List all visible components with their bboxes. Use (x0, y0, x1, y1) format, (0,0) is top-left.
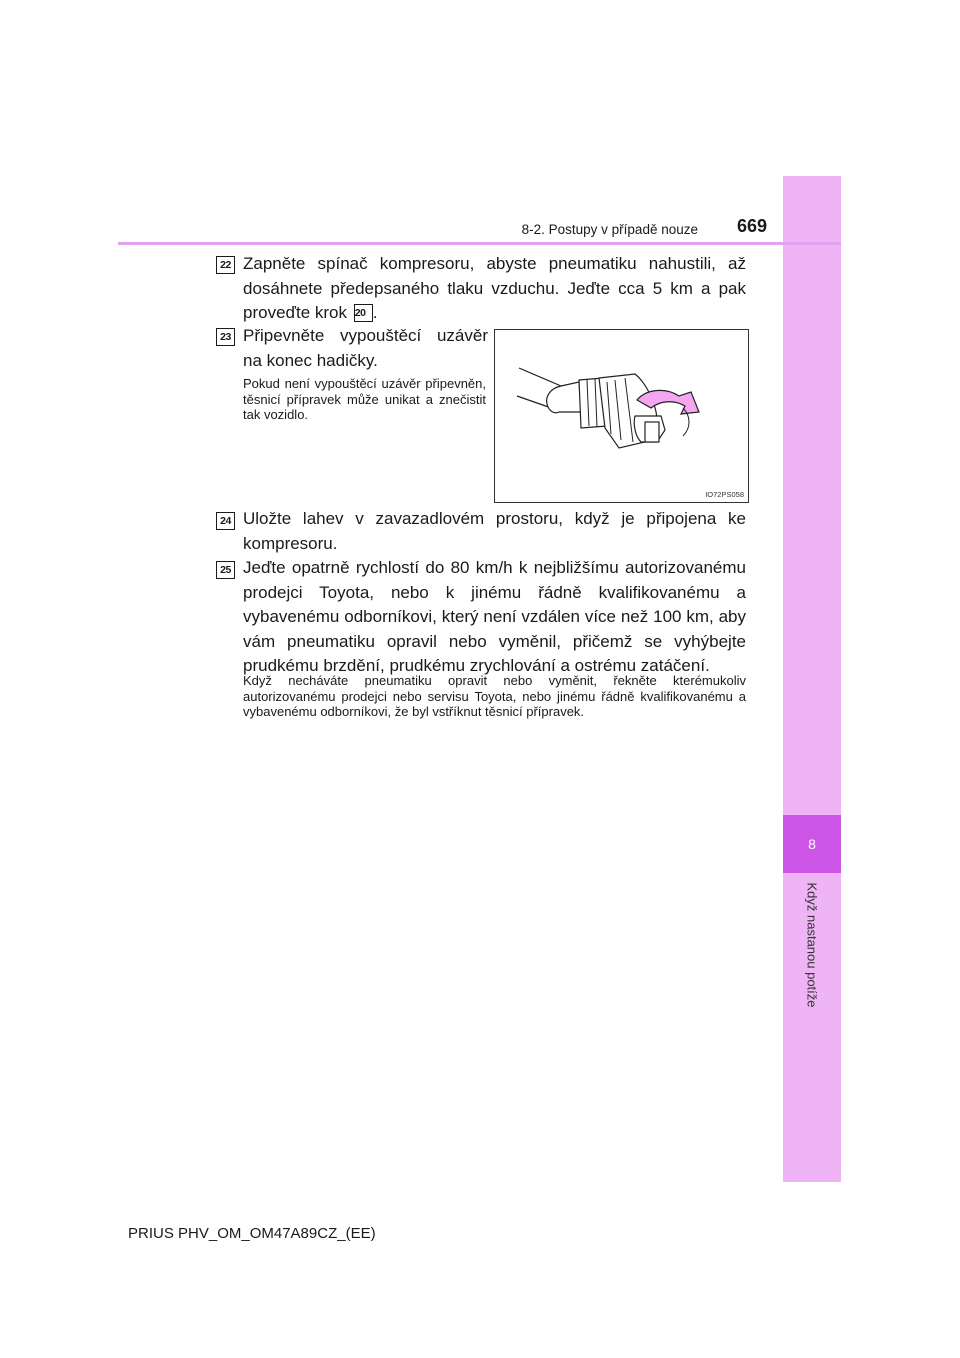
step-text: Připevněte vypouštěcí uzávěr na konec hadičky. (243, 326, 488, 370)
chapter-sidebar (783, 176, 841, 1182)
document-id: PRIUS PHV_OM_OM47A89CZ_(EE) (128, 1225, 376, 1242)
step-note: Když necháváte pneumatiku opravit nebo vyměnit, řekněte kterémukoliv autorizovanému prodejci nebo servisu Toyota, nebo jinému řádně kvalifikovanému a vybavenému odborníkovi, že byl vstříknut těsnicí přípravek. (243, 673, 746, 719)
valve-cap-illustration-icon (495, 330, 748, 502)
header-divider (118, 242, 841, 245)
step-reference-badge[interactable]: 20 (354, 304, 373, 322)
step-number-badge: 22 (216, 256, 235, 274)
figure-valve-cap (494, 329, 749, 503)
step-text: Uložte lahev v zavazadlovém prostoru, když je připojena ke kompresoru. (243, 509, 746, 553)
step-note: Pokud není vypouštěcí uzávěr připevněn, těsnicí přípravek může unikat a znečistit tak vozidlo. (243, 376, 486, 422)
chapter-number: 8 (808, 836, 816, 852)
chapter-number-tab[interactable] (783, 815, 841, 873)
step-text (243, 252, 746, 326)
page-number: 669 (737, 216, 768, 236)
section-title: 8-2. Postupy v případě nouze (521, 222, 698, 237)
step-text-end: . (372, 303, 378, 322)
step-number-badge: 23 (216, 328, 235, 346)
step-number-badge: 24 (216, 512, 235, 530)
step-text-part: Zapněte spínač kompresoru, abyste pneumatiku nahustili, až dosáhnete předepsaného tlaku vzduchu. Jeďte cca 5 km a pak proveďte krok (243, 254, 746, 322)
chapter-title: Když nastanou potíže (804, 882, 820, 1008)
step-text: Jeďte opatrně rychlostí do 80 km/h k nejbližšímu autorizovanému prodejci Toyota, nebo k jinému řádně kvalifikovanému a vybavenému odborníkovi, který není vzdálen více než 100 km, aby vám pneumatiku opravil nebo vyměnil, přičemž se vyhýbejte prudkému brzdění, prudkému zrychlování a ostrému zatáčení. (243, 558, 746, 675)
step-number-badge: 25 (216, 561, 235, 579)
figure-code: IO72PS058 (705, 490, 744, 499)
